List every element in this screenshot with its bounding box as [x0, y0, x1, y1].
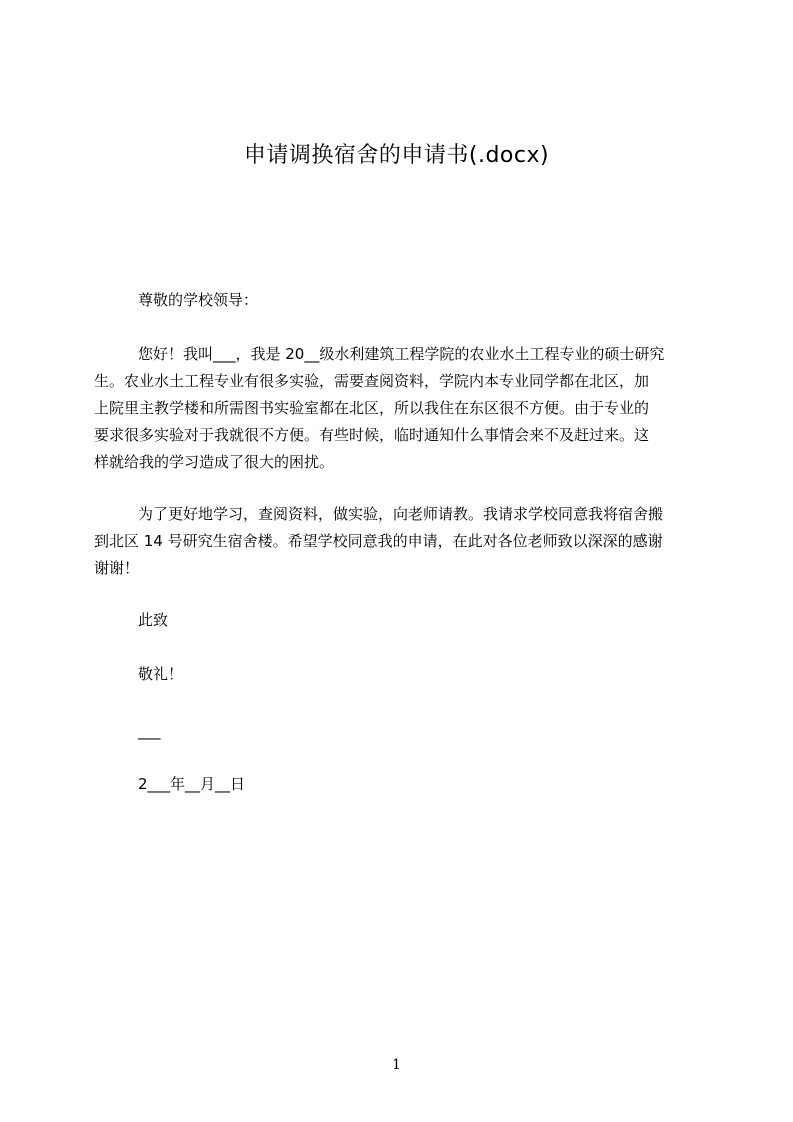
paragraph-1-line-2: 生。农业水土工程专业有很多实验，需要查阅资料，学院内本专业同学都在北区，加: [94, 372, 650, 390]
paragraph-1-line-4: 要求很多实验对于我就很不方便。有些时候，临时通知什么事情会来不及赶过来。这: [94, 426, 650, 444]
paragraph-2-line-1: 为了更好地学习，查阅资料，做实验，向老师请教。我请求学校同意我将宿舍搬: [138, 505, 664, 523]
page-number: 1: [392, 1057, 401, 1073]
closing-line-1-text: 此致: [138, 611, 169, 629]
salutation: [94, 287, 698, 314]
paragraph-2-line-2: 到北区 14 号研究生宿舍楼。希望学校同意我的申请，在此对各位老师致以深深的感谢: [94, 532, 663, 550]
closing-line-1: [94, 607, 698, 634]
document-title: 申请调换宿舍的申请书(.docx): [243, 143, 550, 168]
date-line: [94, 771, 698, 798]
closing-line-2-text: 敬礼！: [138, 665, 184, 683]
paragraph-1-line-5: 样就给我的学习造成了很大的困扰。: [94, 453, 335, 471]
paragraph-1-line-3: 上院里主教学楼和所需图书实验室都在北区，所以我住在东区很不方便。由于专业的: [94, 399, 650, 417]
paragraph-1-line-1: 您好！我叫___，我是 20__级水利建筑工程学院的农业水土工程专业的硕士研究: [138, 345, 665, 363]
signature-text: ___: [138, 722, 161, 740]
salutation-text: 尊敬的学校领导：: [138, 291, 259, 309]
paragraph-1: [94, 341, 698, 476]
paragraph-2-line-3: 谢谢！: [94, 559, 140, 577]
date-text: 2___年__月__日: [138, 775, 246, 793]
signature-blank: [94, 718, 698, 745]
closing-line-2: [94, 661, 698, 688]
paragraph-2: [94, 501, 698, 582]
